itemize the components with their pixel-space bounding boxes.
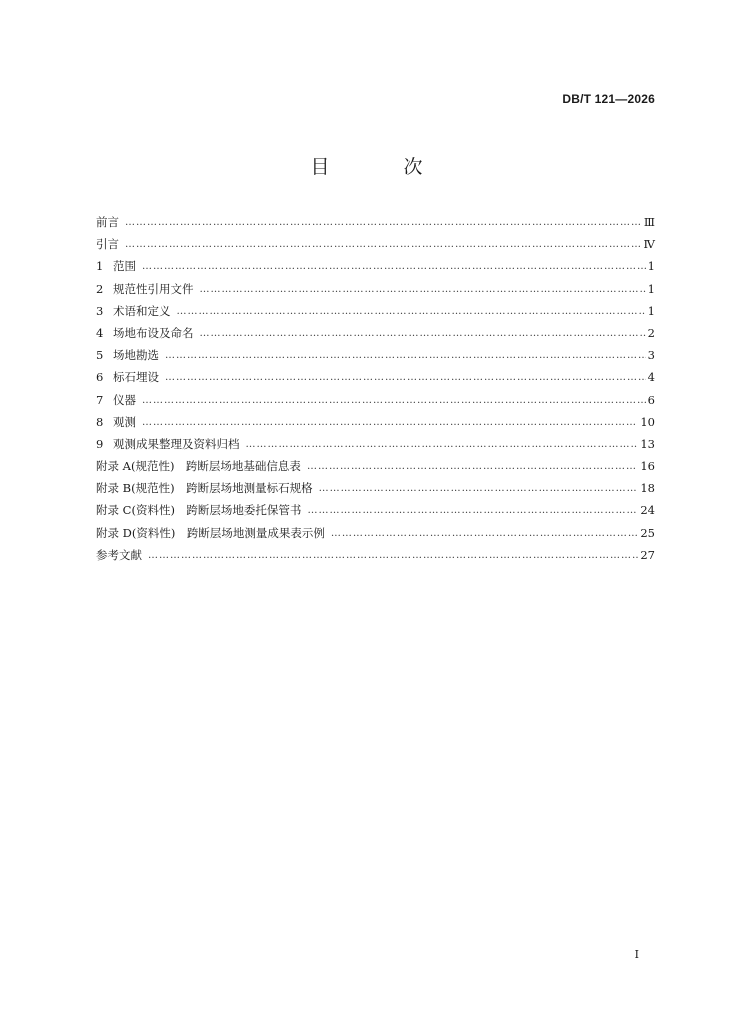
toc-entry-title: 观测成果整理及资料归档	[113, 436, 240, 451]
toc-entry-title: 前言	[96, 215, 119, 229]
toc-entry-page: 10	[640, 414, 655, 429]
toc-entry-appendix-a[interactable]	[96, 458, 655, 480]
toc-entry-title: 附录 D(资料性) 跨断层场地测量成果表示例	[96, 525, 325, 540]
toc-entry-title: 附录 C(资料性) 跨断层场地委托保管书	[96, 503, 302, 518]
toc-entry-bibliography[interactable]	[96, 547, 655, 569]
toc-entry-title: 观测	[113, 414, 136, 429]
toc-entry-number: 9	[96, 436, 104, 451]
toc-entry-scope[interactable]	[96, 258, 655, 280]
toc-entry-title: 引言	[96, 237, 119, 252]
toc-entry-number: 7	[96, 392, 104, 407]
dot-leader	[319, 483, 639, 494]
toc-entry-preface[interactable]	[96, 214, 655, 236]
toc-entry-title: 范围	[113, 259, 136, 274]
toc-entry-page: 16	[640, 459, 655, 474]
toc-entry-title: 规范性引用文件	[113, 281, 194, 296]
document-code: DB/T 121—2026	[562, 92, 655, 106]
toc-entry-page: 1	[647, 303, 655, 318]
toc-entry-appendix-d[interactable]	[96, 525, 655, 547]
dot-leader	[142, 395, 646, 406]
toc-entry-observation[interactable]	[96, 414, 655, 436]
dot-leader	[307, 505, 638, 516]
dot-leader	[200, 284, 646, 295]
toc-entry-title: 场地布设及命名	[113, 325, 194, 340]
dot-leader	[200, 328, 646, 339]
toc-entry-title: 术语和定义	[113, 303, 171, 318]
toc-entry-title: 仪器	[113, 392, 136, 407]
toc-entry-normative-references[interactable]	[96, 281, 655, 303]
toc-entry-number: 6	[96, 370, 104, 385]
dot-leader	[125, 239, 642, 250]
dot-leader	[246, 439, 639, 450]
toc-entry-number: 2	[96, 281, 104, 296]
toc-entry-title: 参考文献	[96, 547, 142, 562]
page-title: 目 次	[310, 156, 457, 178]
toc-entry-page: 6	[647, 392, 655, 407]
toc-entry-title: 场地勘选	[113, 348, 159, 363]
toc-entry-number: 5	[96, 348, 104, 363]
toc-entry-site-survey[interactable]	[96, 347, 655, 369]
dot-leader	[142, 417, 638, 428]
dot-leader	[165, 372, 646, 383]
toc-entry-number: 8	[96, 414, 104, 429]
toc-entry-page: Ⅲ	[643, 215, 655, 229]
toc-entry-results-archiving[interactable]	[96, 436, 655, 458]
dot-leader	[148, 550, 638, 561]
toc-entry-appendix-b[interactable]	[96, 480, 655, 502]
toc-entry-instruments[interactable]	[96, 392, 655, 414]
toc-entry-page: 13	[640, 436, 655, 451]
dot-leader	[125, 217, 642, 228]
toc-entry-page: 27	[640, 547, 655, 562]
toc-entry-introduction[interactable]	[96, 236, 655, 258]
toc-entry-page: 1	[647, 259, 655, 274]
toc-entry-page: 18	[640, 481, 655, 496]
toc-entry-title: 附录 B(规范性) 跨断层场地测量标石规格	[96, 481, 313, 496]
toc-entry-site-layout[interactable]	[96, 325, 655, 347]
toc-entry-page: 1	[647, 281, 655, 296]
toc-entry-monument-burial[interactable]	[96, 369, 655, 391]
table-of-contents	[96, 214, 655, 569]
toc-entry-page: 25	[640, 525, 655, 540]
dot-leader	[307, 461, 638, 472]
dot-leader	[142, 261, 646, 272]
toc-entry-page: 24	[640, 503, 655, 518]
toc-entry-number: 4	[96, 325, 104, 340]
page-number: Ⅰ	[634, 948, 639, 961]
dot-leader	[177, 306, 646, 317]
dot-leader	[165, 350, 646, 361]
dot-leader	[331, 528, 639, 539]
toc-entry-page: 2	[647, 325, 655, 340]
toc-entry-page: 4	[647, 370, 655, 385]
toc-entry-title: 附录 A(规范性) 跨断层场地基础信息表	[96, 459, 301, 474]
toc-entry-number: 3	[96, 303, 104, 318]
toc-entry-appendix-c[interactable]	[96, 502, 655, 524]
toc-entry-terms-definitions[interactable]	[96, 303, 655, 325]
toc-entry-page: 3	[647, 348, 655, 363]
toc-entry-number: 1	[96, 259, 104, 274]
toc-entry-title: 标石埋设	[113, 370, 159, 385]
toc-entry-page: Ⅳ	[643, 237, 655, 252]
